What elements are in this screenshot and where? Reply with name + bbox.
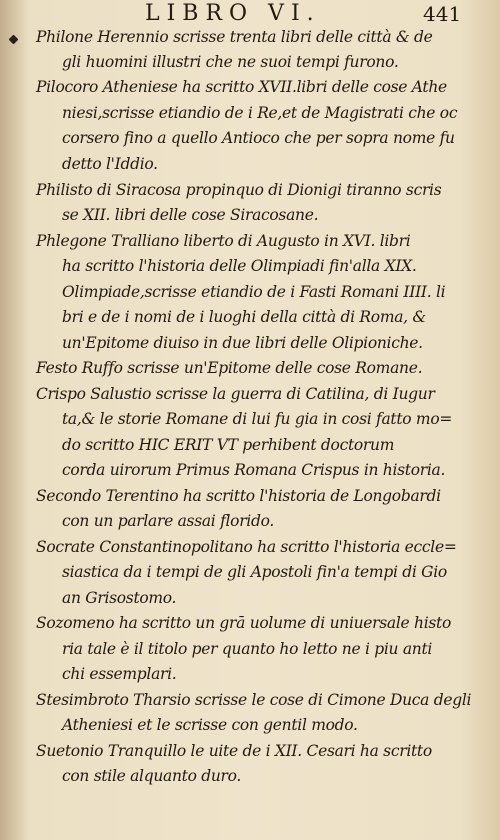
text-line: con un parlare assai florido. (62, 512, 274, 530)
text-line: ta,& le storie Romane di lui fu gia in cosi fatto mo= (62, 410, 453, 428)
text-line: Sozomeno ha scritto un grā uolume di uniuersale histo (36, 614, 451, 632)
text-line: an Grisostomo. (62, 589, 177, 607)
text-line: do scritto HIC ERIT VT perhibent doctorum (62, 436, 395, 454)
text-line: ha scritto l'historia delle Olimpiadi fin'alla XIX. (62, 257, 417, 275)
text-line: Suetonio Tranquillo le uite de i XII. Cesari ha scritto (36, 742, 432, 760)
text-line: Socrate Constantinopolitano ha scritto l'historia eccle= (36, 538, 457, 556)
text-line: Secondo Terentino ha scritto l'historia de Longobardi (36, 487, 441, 505)
text-line: Crispo Salustio scrisse la guerra di Catilina, di Iugur (36, 385, 435, 403)
text-line: Stesimbroto Tharsio scrisse le cose di Cimone Duca degli (36, 691, 472, 709)
margin-mark-icon (9, 35, 19, 45)
text-line: Phlegone Tralliano liberto di Augusto in XVI. libri (36, 232, 411, 250)
text-line: con stile alquanto duro. (62, 767, 242, 785)
text-line: gli huomini illustri che ne suoi tempi furono. (62, 53, 399, 71)
text-line: Philisto di Siracosa propinquo di Dionigi tiranno scris (36, 181, 442, 199)
text-line: Philone Herennio scrisse trenta libri delle città & de (36, 28, 433, 46)
page-number: 441 (423, 2, 462, 26)
text-line: Pilocoro Atheniese ha scritto XVII.libri delle cose Athe (36, 78, 447, 96)
text-line: ria tale è il titolo per quanto ho letto ne i piu anti (62, 640, 433, 658)
text-line: detto l'Iddio. (62, 155, 158, 173)
text-line: Atheniesi et le scrisse con gentil modo. (62, 716, 358, 734)
text-line: Olimpiade,scrisse etiandio de i Fasti Romani IIII. li (62, 283, 446, 301)
text-line: corsero fino a quello Antioco che per sopra nome fu (62, 129, 455, 147)
text-line: bri e de i nomi de i luoghi della città di Roma, & (62, 308, 426, 326)
text-line: niesi,scrisse etiandio de i Re,et de Magistrati che oc (62, 104, 458, 122)
text-line: siastica da i tempi de gli Apostoli fin'a tempi di Gio (62, 563, 447, 581)
running-head: LIBRO VI. (145, 1, 321, 26)
text-line: un'Epitome diuiso in due libri delle Olipioniche. (62, 334, 423, 352)
binding-shadow (0, 0, 28, 840)
text-line: Festo Ruffo scrisse un'Epitome delle cose Romane. (36, 359, 423, 377)
text-line: corda uirorum Primus Romana Crispus in historia. (62, 461, 446, 479)
text-line: se XII. libri delle cose Siracosane. (62, 206, 319, 224)
text-line: chi essemplari. (62, 665, 177, 683)
page-header (0, 0, 500, 28)
